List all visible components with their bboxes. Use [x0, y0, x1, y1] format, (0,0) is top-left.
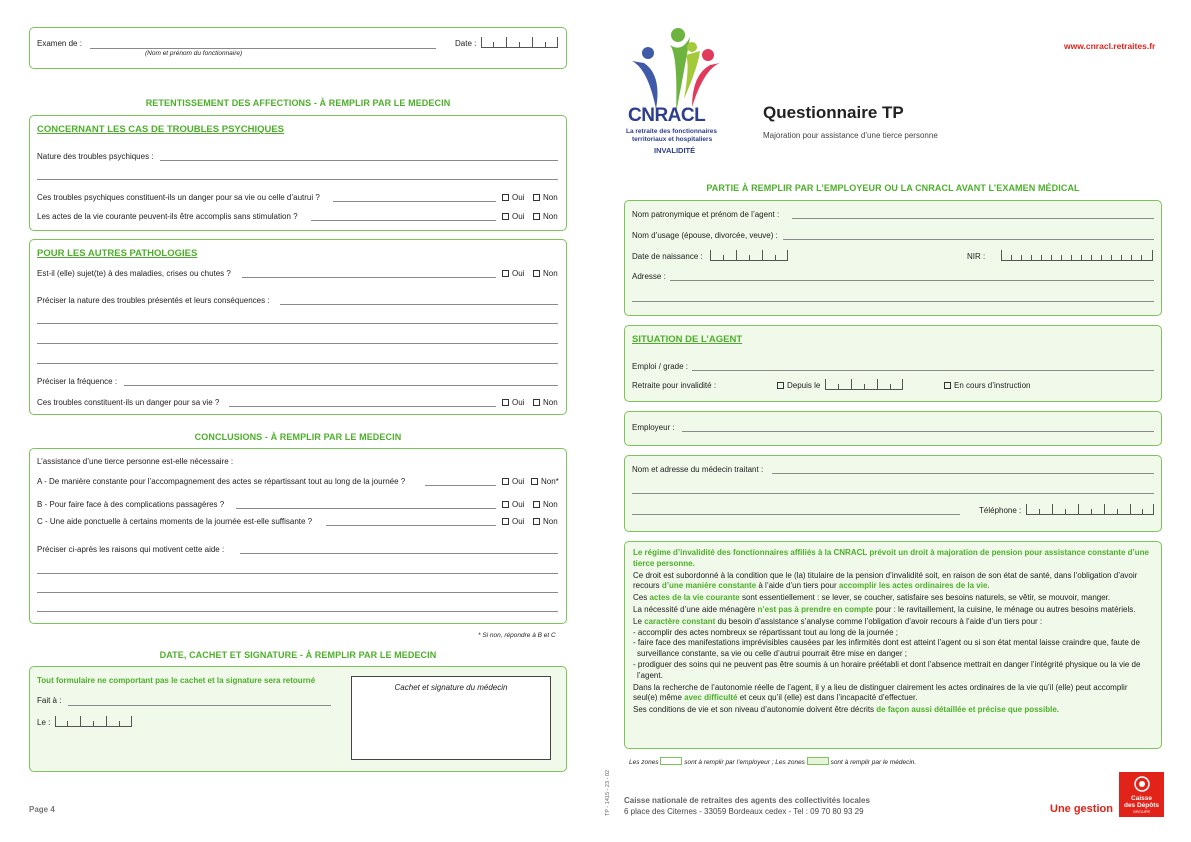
autres-q2-field-4[interactable] — [37, 363, 558, 364]
checkbox-icon — [944, 382, 951, 389]
checkbox-icon — [502, 194, 509, 201]
section-retentissement-title: RETENTISSEMENT DES AFFECTIONS - À REMPLIR PAR LE MEDECIN — [145, 98, 451, 108]
concl-b-non[interactable]: Non — [533, 500, 558, 509]
medecin-label: Nom et adresse du médecin traitant : — [632, 465, 764, 474]
info-p1: Le régime d’invalidité des fonctionnaires affiliés à la CNRACL prévoit un droit à majoration de pension pour assistance constante d’une tierce personne. — [633, 548, 1149, 568]
autres-title: POUR LES AUTRES PATHOLOGIES — [37, 248, 198, 259]
checkbox-icon — [502, 478, 509, 485]
checkbox-icon — [502, 270, 509, 277]
id-adresse: Adresse : — [632, 272, 666, 281]
page-subtitle: Majoration pour assistance d’une tierce personne — [763, 131, 938, 140]
medecin-box — [624, 455, 1162, 532]
logo-figures-icon — [626, 25, 726, 117]
info-p5: Le caractère constant du besoin d’assistance s’analyse comme l’obligation d’avoir recours à l’aide d’un tiers pour : — [633, 616, 1043, 626]
id-nom: Nom patronymique et prénom de l’agent : — [632, 210, 780, 219]
checkbox-icon — [533, 501, 540, 508]
autres-q1-oui[interactable]: Oui — [502, 269, 524, 278]
checkbox-icon — [533, 518, 540, 525]
autres-q4-oui[interactable]: Oui — [502, 398, 524, 407]
cdc-emblem-icon — [1133, 775, 1151, 793]
psy-title: CONCERNANT LES CAS DE TROUBLES PSYCHIQUES — [37, 124, 285, 135]
autres-q2-field-2[interactable] — [37, 323, 558, 324]
page-title: Questionnaire TP — [763, 103, 904, 122]
psy-q2: Ces troubles psychiques constituent-ils un danger pour sa vie ou celle d’autrui ? — [37, 193, 320, 202]
conclusions-box — [29, 448, 567, 624]
info-box — [624, 541, 1162, 749]
info-bullet-3: - prodiguer des soins qui ne peuvent pas être soumis à un horaire préétabli et dont l’absence mettrait en danger l’intégrité physique ou la vie de l’agent. — [633, 659, 1141, 680]
psy-q3-non[interactable]: Non — [533, 212, 558, 221]
id-adresse-field-2[interactable] — [632, 301, 1154, 302]
cachet-label: Cachet et signature du médecin — [394, 683, 508, 692]
checkbox-icon — [533, 270, 540, 277]
concl-b-oui[interactable]: Oui — [502, 500, 524, 509]
situation-box — [624, 325, 1162, 402]
id-naissance-field[interactable] — [710, 251, 788, 261]
footer-address-1: Caisse nationale de retraites des agents des collectivités locales — [624, 796, 870, 805]
medecin-tel-field[interactable] — [1026, 505, 1154, 515]
autres-q2-field[interactable] — [280, 304, 558, 305]
checkbox-icon — [502, 518, 509, 525]
info-p3: Ces actes de la vie courante sont essentiellement : se lever, se coucher, satisfaire ses besoins naturels, se vêtir, se mouvoir, manger. — [633, 593, 1111, 603]
autres-q4-non[interactable]: Non — [533, 398, 558, 407]
info-p7: Ses conditions de vie et son niveau d’autonomie doivent être décrits de façon aussi détaillée et précise que possible. — [633, 705, 1059, 715]
cdc-line-3: GROUPE — [1132, 809, 1151, 814]
sign-le: Le : — [37, 718, 51, 727]
psy-q2-oui[interactable]: Oui — [502, 193, 524, 202]
section-conclusions-title: CONCLUSIONS - À REMPLIR PAR LE MEDECIN — [194, 432, 402, 442]
id-usage-field[interactable] — [783, 239, 1154, 240]
section-signature-title: DATE, CACHET ET SIGNATURE - À REMPLIR PAR LE MEDECIN — [159, 650, 437, 660]
logo-name: CNRACL — [628, 105, 706, 126]
checkbox-icon — [533, 194, 540, 201]
autres-q4: Ces troubles constituent-ils un danger pour sa vie ? — [37, 398, 220, 407]
employeur-label: Employeur : — [632, 423, 675, 432]
legend-employer-swatch — [660, 757, 682, 765]
psy-q3: Les actes de la vie courante peuvent-ils être accomplis sans stimulation ? — [37, 212, 298, 221]
exam-label: Examen de : — [37, 39, 82, 48]
cachet-area[interactable] — [351, 676, 551, 760]
exam-box — [29, 27, 567, 69]
exam-date-label: Date : — [455, 39, 477, 48]
sign-date-field[interactable] — [55, 717, 132, 727]
sign-fait: Fait à : — [37, 696, 62, 705]
logo-line-3: INVALIDITÉ — [654, 146, 696, 155]
checkbox-icon — [502, 213, 509, 220]
employeur-field[interactable] — [682, 431, 1154, 432]
concl-footnote: * Si non, répondre à B et C — [478, 632, 556, 639]
exam-sublabel: (Nom et prénom du fonctionnaire) — [145, 50, 243, 57]
concl-c-non[interactable]: Non — [533, 517, 558, 526]
checkbox-icon — [502, 399, 509, 406]
concl-raisons-field[interactable] — [240, 553, 558, 554]
id-nir: NIR : — [967, 252, 986, 261]
cdc-line-1: Caisse — [1131, 795, 1152, 802]
legend-medecin-swatch — [807, 757, 829, 765]
concl-c: C - Une aide ponctuelle à certains moments de la journée est-elle suffisante ? — [37, 517, 313, 526]
psy-q3-oui[interactable]: Oui — [502, 212, 524, 221]
medecin-field-3[interactable] — [632, 514, 960, 515]
sit-emploi: Emploi / grade : — [632, 362, 689, 371]
logo-line-1: La retraite des fonctionnaires — [626, 128, 718, 135]
logo-line-2: territoriaux et hospitaliers — [632, 136, 713, 143]
id-usage: Nom d’usage (épouse, divorcée, veuve) : — [632, 231, 778, 240]
info-p2: Ce droit est subordonné à la condition que le (la) titulaire de la pension d’invalidité soit, en raison de son état de santé, dans l’obligation d’avoir recours d’une manière constante à l’aide d’un tiers pour accomplir les actes ordinaires de la vie. — [633, 570, 1138, 591]
concl-a-oui[interactable]: Oui — [502, 477, 524, 486]
sit-title: SITUATION DE L’AGENT — [632, 334, 743, 345]
checkbox-icon — [502, 501, 509, 508]
autres-q3-field[interactable] — [124, 385, 558, 386]
sign-warning: Tout formulaire ne comportant pas le cachet et la signature sera retourné — [37, 676, 316, 685]
checkbox-icon — [531, 478, 538, 485]
info-p6: Dans la recherche de l’autonomie réelle de l’agent, il y a lieu de distinguer clairement les actes ordinaires de la vie qu’il (elle) peut accomplir seul(e) même avec difficulté et ceux qu’il (elle) est dans l’incapacité d’effectuer. — [633, 682, 1128, 703]
checkbox-icon — [533, 213, 540, 220]
autres-q2: Préciser la nature des troubles présentés et leurs conséquences : — [37, 296, 270, 305]
sit-encours-checkbox[interactable]: En cours d’instruction — [944, 381, 1030, 390]
concl-a-non[interactable]: Non* — [531, 477, 559, 486]
concl-raisons-field-4[interactable] — [37, 611, 558, 612]
medecin-field-2[interactable] — [632, 493, 1154, 494]
autres-q3: Préciser la fréquence : — [37, 377, 118, 386]
identity-box — [624, 200, 1162, 316]
footer-address-2: 6 place des Citernes - 33059 Bordeaux cedex - Tel : 09 70 80 93 29 — [624, 807, 864, 816]
checkbox-icon — [777, 382, 784, 389]
autres-q1: Est-il (elle) sujet(te) à des maladies, crises ou chutes ? — [37, 269, 231, 278]
id-adresse-field[interactable] — [670, 280, 1154, 281]
page-number: Page 4 — [29, 805, 55, 814]
sit-retraite: Retraite pour invalidité : — [632, 381, 717, 390]
info-bullet-2: - faire face des manifestations imprévisibles causées par les infirmités dont est atteint l’agent ou si son état mental laisse craindre que, faute de surveillance constante, sa vie ou celle d’autrui pourrait être mise en danger ; — [633, 638, 1140, 659]
sit-depuis-checkbox[interactable]: Depuis le — [777, 381, 820, 390]
concl-intro: L’assistance d’une tierce personne est-elle nécessaire : — [37, 457, 234, 466]
cdc-line-2: des Dépôts — [1123, 802, 1160, 809]
autres-box — [29, 239, 567, 415]
exam-name-field[interactable] — [90, 48, 436, 49]
concl-a: A - De manière constante pour l’accompagnement des actes se répartissant tout au long de la journée ? — [37, 477, 406, 486]
cdc-logo — [1119, 772, 1164, 817]
psy-q1-field-2[interactable] — [37, 179, 558, 180]
checkbox-icon — [533, 399, 540, 406]
medecin-tel-label: Téléphone : — [979, 506, 1022, 515]
psy-q2-non[interactable]: Non — [533, 193, 558, 202]
id-nom-field[interactable] — [792, 218, 1154, 219]
website-link[interactable]: www.cnracl.retraites.fr — [1064, 41, 1156, 51]
info-bullet-1: - accomplir des actes nombreux se répartissant tout au long de la journée ; — [633, 627, 899, 637]
employeur-box — [624, 411, 1162, 446]
exam-date-field[interactable] — [481, 38, 558, 48]
zones-legend: Les zones sont à remplir par l’employeur ; Les zones sont à remplir par le médecin. — [629, 759, 917, 766]
psy-box — [29, 115, 567, 231]
concl-raisons-field-2[interactable] — [37, 573, 558, 574]
info-p4: La nécessité d’une aide ménagère n’est pas à prendre en compte pour : le ravitaillement, la cuisine, le ménage ou autres besoins matériels. — [633, 604, 1136, 614]
concl-b: B - Pour faire face à des complications passagères ? — [37, 500, 225, 509]
section-employeur-title: PARTIE À REMPLIR PAR L’EMPLOYEUR OU LA CNRACL AVANT L’EXAMEN MÉDICAL — [706, 183, 1080, 193]
concl-c-oui[interactable]: Oui — [502, 517, 524, 526]
psy-q1: Nature des troubles psychiques : — [37, 152, 154, 161]
sit-emploi-field[interactable] — [692, 370, 1154, 371]
sign-fait-field[interactable] — [68, 705, 331, 706]
footer-gestion: Une gestion — [1050, 803, 1113, 815]
id-nir-field[interactable] — [1001, 251, 1153, 261]
medecin-field[interactable] — [772, 473, 1154, 474]
cnracl-logo — [626, 25, 726, 165]
psy-q1-field[interactable] — [160, 160, 558, 161]
autres-q2-field-3[interactable] — [37, 343, 558, 344]
concl-raisons: Préciser ci-après les raisons qui motivent cette aide : — [37, 545, 225, 554]
id-naissance: Date de naissance : — [632, 252, 703, 261]
form-reference: TP - 1415 - 23 - 02 — [605, 769, 611, 817]
sit-depuis-date[interactable] — [825, 380, 903, 390]
autres-q1-non[interactable]: Non — [533, 269, 558, 278]
signature-box — [29, 666, 567, 772]
concl-raisons-field-3[interactable] — [37, 592, 558, 593]
